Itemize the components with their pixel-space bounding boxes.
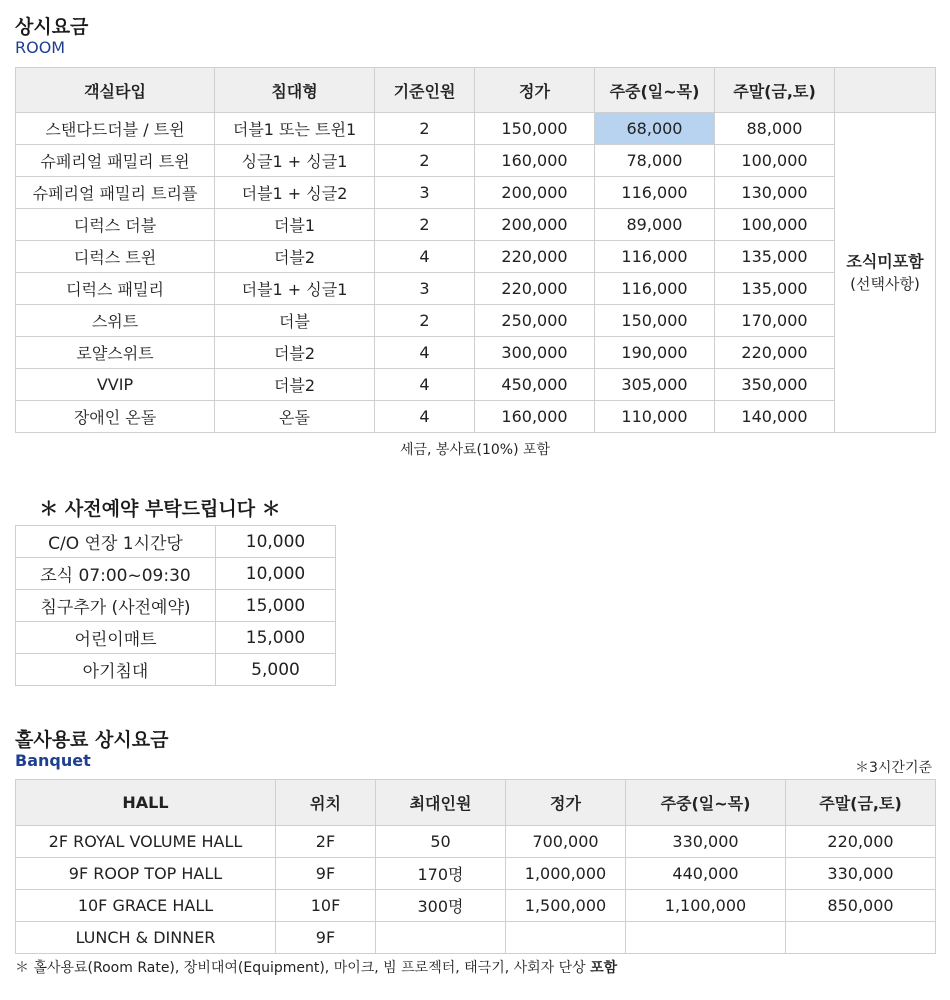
room-type-cell: 로얄스위트 <box>16 337 215 369</box>
room-type-cell: VVIP <box>16 369 215 401</box>
table-row <box>16 622 336 654</box>
table-row <box>16 177 936 209</box>
room-rate-table <box>15 67 936 433</box>
hall-weekday-cell: 440,000 <box>626 858 786 890</box>
hall-time-basis-note: ＊3시간기준 <box>854 760 932 776</box>
table-row <box>16 145 936 177</box>
hall-location-cell: 9F <box>276 922 376 954</box>
hall-list-price-cell: 700,000 <box>506 826 626 858</box>
hall-footnote-included: 포함 <box>590 960 618 976</box>
hall-list-price-cell: 1,000,000 <box>506 858 626 890</box>
weekday-price-cell: 89,000 <box>595 209 715 241</box>
hall-name-cell: 9F ROOP TOP HALL <box>16 858 276 890</box>
weekend-price-cell: 350,000 <box>715 369 835 401</box>
hall-name-cell: LUNCH & DINNER <box>16 922 276 954</box>
room-header-capacity: 기준인원 <box>375 68 475 113</box>
hall-capacity-cell <box>376 922 506 954</box>
extra-price-cell: 5,000 <box>216 654 336 686</box>
bed-type-cell: 더블1 + 싱글1 <box>215 273 375 305</box>
bed-type-cell: 싱글1 + 싱글1 <box>215 145 375 177</box>
hall-location-cell: 2F <box>276 826 376 858</box>
hall-weekday-cell: 1,100,000 <box>626 890 786 922</box>
hall-weekday-cell <box>626 922 786 954</box>
weekday-price-cell: 116,000 <box>595 177 715 209</box>
breakfast-not-included: 조식미포함 <box>846 251 924 271</box>
capacity-cell: 2 <box>375 209 475 241</box>
capacity-cell: 4 <box>375 241 475 273</box>
hall-footnote-text: ＊ 홀사용료(Room Rate), 장비대여(Equipment), 마이크, 빔 프로젝터, 태극기, 사회자 단상 <box>15 960 591 976</box>
hall-list-price-cell <box>506 922 626 954</box>
capacity-cell: 2 <box>375 305 475 337</box>
extra-item-cell: C/O 연장 1시간당 <box>16 526 216 558</box>
bed-type-cell: 더블 <box>215 305 375 337</box>
hall-rate-table <box>15 779 936 954</box>
bed-type-cell: 더블1 또는 트윈1 <box>215 113 375 145</box>
extra-item-cell: 아기침대 <box>16 654 216 686</box>
hall-weekday-cell: 330,000 <box>626 826 786 858</box>
hall-section-title: 홀사용료 상시요금 <box>15 729 169 751</box>
capacity-cell: 4 <box>375 337 475 369</box>
room-header-type: 객실타입 <box>16 68 215 113</box>
table-row <box>16 654 336 686</box>
bed-type-cell: 더블1 <box>215 209 375 241</box>
list-price-cell: 450,000 <box>475 369 595 401</box>
table-row <box>16 858 936 890</box>
bed-type-cell: 더블1 + 싱글2 <box>215 177 375 209</box>
list-price-cell: 160,000 <box>475 401 595 433</box>
hall-header-max-people: 최대인원 <box>376 780 506 826</box>
room-section-title: 상시요금 <box>15 16 89 38</box>
weekday-price-cell: 305,000 <box>595 369 715 401</box>
bed-type-cell: 더블2 <box>215 241 375 273</box>
weekday-price-cell: 78,000 <box>595 145 715 177</box>
table-row <box>16 922 936 954</box>
capacity-cell: 2 <box>375 145 475 177</box>
hall-name-cell: 10F GRACE HALL <box>16 890 276 922</box>
extra-item-cell: 조식 07:00~09:30 <box>16 558 216 590</box>
room-type-cell: 슈페리얼 패밀리 트윈 <box>16 145 215 177</box>
weekday-price-cell: 116,000 <box>595 273 715 305</box>
table-row <box>16 369 936 401</box>
room-type-cell: 디럭스 더블 <box>16 209 215 241</box>
weekend-price-cell: 220,000 <box>715 337 835 369</box>
hall-header-row <box>16 780 936 826</box>
hall-weekend-cell: 850,000 <box>786 890 936 922</box>
breakfast-note-cell <box>835 113 936 433</box>
extra-price-cell: 15,000 <box>216 590 336 622</box>
weekday-price-cell: 116,000 <box>595 241 715 273</box>
room-header-list-price: 정가 <box>475 68 595 113</box>
weekend-price-cell: 100,000 <box>715 145 835 177</box>
weekend-price-cell: 100,000 <box>715 209 835 241</box>
capacity-cell: 2 <box>375 113 475 145</box>
extra-charges-table <box>15 525 336 686</box>
room-type-cell: 장애인 온돌 <box>16 401 215 433</box>
hall-location-cell: 10F <box>276 890 376 922</box>
weekday-price-cell-selected[interactable]: 68,000 <box>595 113 715 145</box>
hall-section-subtitle: Banquet <box>15 751 91 770</box>
table-row <box>16 305 936 337</box>
room-type-cell: 디럭스 트윈 <box>16 241 215 273</box>
hall-footnote <box>15 957 617 977</box>
room-type-cell: 디럭스 패밀리 <box>16 273 215 305</box>
list-price-cell: 200,000 <box>475 177 595 209</box>
hall-header-list-price: 정가 <box>506 780 626 826</box>
extra-price-cell: 10,000 <box>216 558 336 590</box>
weekend-price-cell: 140,000 <box>715 401 835 433</box>
hall-capacity-cell: 300명 <box>376 890 506 922</box>
hall-header-name: HALL <box>16 780 276 826</box>
extra-price-cell: 10,000 <box>216 526 336 558</box>
bed-type-cell: 온돌 <box>215 401 375 433</box>
table-row <box>16 273 936 305</box>
list-price-cell: 300,000 <box>475 337 595 369</box>
breakfast-optional: (선택사항) <box>850 274 920 293</box>
room-type-cell: 스위트 <box>16 305 215 337</box>
extra-price-cell: 15,000 <box>216 622 336 654</box>
hall-capacity-cell: 50 <box>376 826 506 858</box>
capacity-cell: 3 <box>375 177 475 209</box>
room-type-cell: 슈페리얼 패밀리 트리플 <box>16 177 215 209</box>
weekend-price-cell: 170,000 <box>715 305 835 337</box>
weekend-price-cell: 130,000 <box>715 177 835 209</box>
room-header-bed: 침대형 <box>215 68 375 113</box>
hall-weekend-cell: 220,000 <box>786 826 936 858</box>
room-section-subtitle: ROOM <box>15 38 66 57</box>
capacity-cell: 4 <box>375 401 475 433</box>
room-header-weekend: 주말(금,토) <box>715 68 835 113</box>
hall-list-price-cell: 1,500,000 <box>506 890 626 922</box>
room-type-cell: 스탠다드더블 / 트윈 <box>16 113 215 145</box>
list-price-cell: 220,000 <box>475 241 595 273</box>
table-row <box>16 337 936 369</box>
table-row <box>16 113 936 145</box>
table-row <box>16 401 936 433</box>
bed-type-cell: 더블2 <box>215 337 375 369</box>
list-price-cell: 160,000 <box>475 145 595 177</box>
weekday-price-cell: 150,000 <box>595 305 715 337</box>
extra-item-cell: 어린이매트 <box>16 622 216 654</box>
list-price-cell: 220,000 <box>475 273 595 305</box>
table-row <box>16 526 336 558</box>
capacity-cell: 4 <box>375 369 475 401</box>
extra-item-cell: 침구추가 (사전예약) <box>16 590 216 622</box>
hall-capacity-cell: 170명 <box>376 858 506 890</box>
weekend-price-cell: 135,000 <box>715 273 835 305</box>
hall-location-cell: 9F <box>276 858 376 890</box>
tax-service-note: 세금, 봉사료(10%) 포함 <box>399 442 551 458</box>
table-row <box>16 826 936 858</box>
hall-weekend-cell: 330,000 <box>786 858 936 890</box>
hall-header-weekend: 주말(금,토) <box>786 780 936 826</box>
bed-type-cell: 더블2 <box>215 369 375 401</box>
table-row <box>16 558 336 590</box>
hall-header-location: 위치 <box>276 780 376 826</box>
table-row <box>16 209 936 241</box>
hall-name-cell: 2F ROYAL VOLUME HALL <box>16 826 276 858</box>
weekend-price-cell: 88,000 <box>715 113 835 145</box>
weekday-price-cell: 110,000 <box>595 401 715 433</box>
hall-weekend-cell <box>786 922 936 954</box>
hall-header-weekday: 주중(일~목) <box>626 780 786 826</box>
list-price-cell: 250,000 <box>475 305 595 337</box>
table-row <box>16 890 936 922</box>
capacity-cell: 3 <box>375 273 475 305</box>
table-row <box>16 590 336 622</box>
list-price-cell: 200,000 <box>475 209 595 241</box>
advance-booking-title: ＊ 사전예약 부탁드립니다 ＊ <box>39 498 281 520</box>
table-row <box>16 241 936 273</box>
list-price-cell: 150,000 <box>475 113 595 145</box>
weekend-price-cell: 135,000 <box>715 241 835 273</box>
room-header-weekday: 주중(일~목) <box>595 68 715 113</box>
room-header-row <box>16 68 936 113</box>
room-header-blank <box>835 68 936 113</box>
weekday-price-cell: 190,000 <box>595 337 715 369</box>
